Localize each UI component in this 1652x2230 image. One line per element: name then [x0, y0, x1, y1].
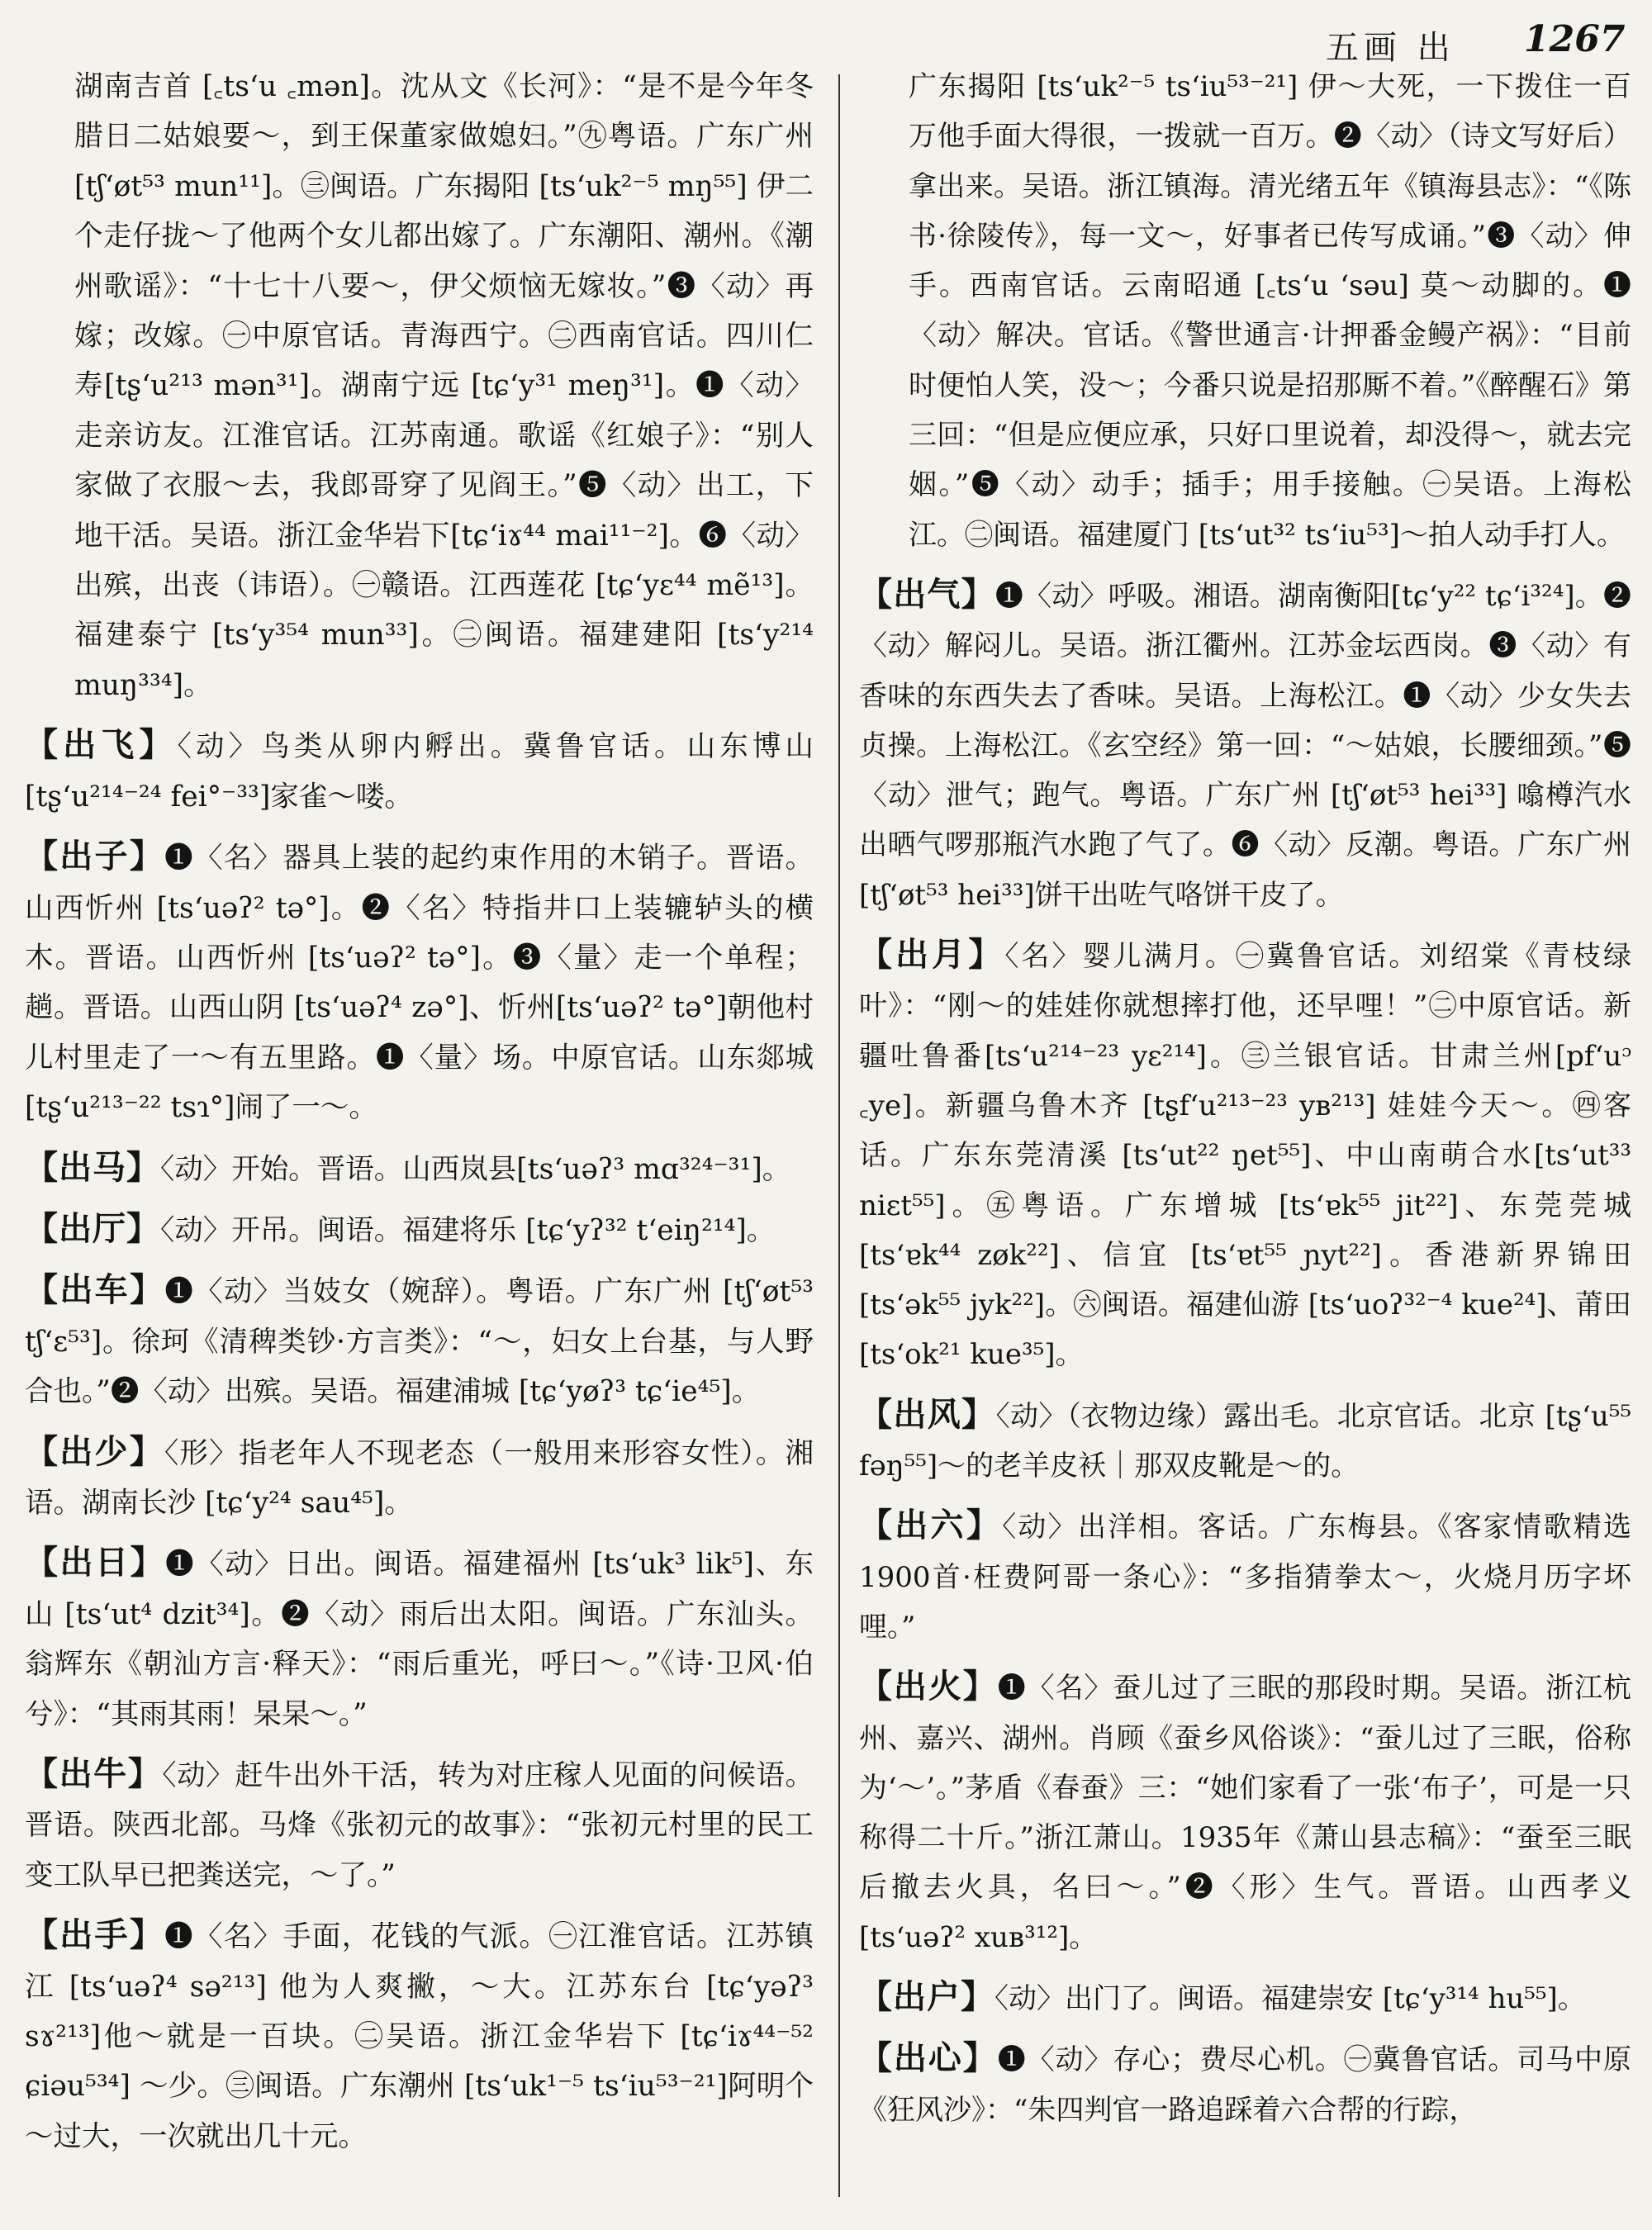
entry-chu-qi — [859, 570, 1631, 920]
entry-chu-xin — [859, 2033, 1631, 2135]
entry-continued — [25, 62, 814, 710]
entry-chu-hu — [859, 1972, 1631, 2024]
entry-text: 〈动〉鸟类从卵内孵出。冀鲁官话。山东博山 [tʂʻu²¹⁴⁻²⁴ fei°⁻³³]家雀～喽。 — [25, 730, 814, 814]
entry-chu-che — [25, 1265, 814, 1416]
headword: 【出飞】 — [25, 725, 178, 765]
entry-text: 〈动〉开始。晋语。山西岚县[tsʻuəʔ³ mɑ³²⁴⁻³¹]。 — [160, 1152, 791, 1186]
entry-text: 〈动〉赶牛出外干活，转为对庄稼人见面的问候语。晋语。陕西北部。马烽《张初元的故事》：“张初元村里的民工变工队早已把粪送完，～了。” — [25, 1759, 814, 1892]
entry-chu-ri — [25, 1538, 814, 1739]
page-number: 1267 — [1524, 18, 1626, 60]
entry-text: 湖南吉首 [꜀tsʻu ꜀mən]。沈从文《长河》：“是不是今年冬腊日二姑娘要～，到王保董家做媳妇。”㊈粤语。广东广州[tʃʻøt⁵³ mun¹¹]。㊂闽语。广东揭阳 [tsʻuk²⁻⁵ mŋ⁵⁵] 伊二个走仔拢～了他两个女儿都出嫁了。广东潮阳、潮州。《潮州歌谣》：“十七十八要～，伊父烦恼无嫁妆。”❸〈动〉再嫁；改嫁。㊀中原官话。青海西宁。㊁西南官话。四川仁寿[tʂʻu²¹³ mən³¹]。湖南宁远 [tɕʻy³¹ meŋ³¹]。❶〈动〉走亲访友。江淮官话。江苏南通。歌谣《红娘子》：“别人家做了衣服～去，我郎哥穿了见阎王。”❺〈动〉出工，下地干活。吴语。浙江金华岩下[tɕʻiɤ⁴⁴ mai¹¹⁻²]。❻〈动〉出殡，出丧（讳语）。㊀赣语。江西莲花 [tɕʻyɛ⁴⁴ mẽ¹³]。福建泰宁 [tsʻy³⁵⁴ mun³³]。㊁闽语。福建建阳 [tsʻy²¹⁴ muŋ³³⁴]。 — [74, 70, 814, 702]
entry-text: 〈动〉出洋相。客话。广东梅县。《客家情歌精选1900首·枉费阿哥一条心》：“多指猜拳太～，火烧月历字坏哩。” — [859, 1511, 1632, 1644]
headword: 【出户】 — [859, 1976, 995, 2016]
headword: 【出心】 — [859, 2038, 998, 2078]
left-column — [25, 62, 814, 2171]
headword: 【出牛】 — [25, 1754, 163, 1793]
headword: 【出火】 — [859, 1667, 998, 1706]
entry-chu-huo — [859, 1662, 1631, 1962]
entry-continued — [859, 62, 1631, 560]
entry-text: 广东揭阳 [tsʻuk²⁻⁵ tsʻiu⁵³⁻²¹] 伊～大死，一下拨住一百万他手面大得很，一拨就一百万。❷〈动〉（诗文写好后）拿出来。吴语。浙江镇海。清光绪五年《镇海县志》：“《陈书·徐陵传》，每一文～，好事者已传写成诵。”❸〈动〉伸手。西南官话。云南昭通 [꜀tsʻu ʻsəu] 莫～动脚的。❶〈动〉解决。官话。《警世通言·计押番金鳗产祸》：“目前时便怕人笑，没～；今番只说是招那厮不着。”《醉醒石》第三回：“但是应便应承，只好口里说着，却没得～，就去完姻。”❺〈动〉动手；插手；用手接触。㊀吴语。上海松江。㊁闽语。福建厦门 [tsʻut³² tsʻiu⁵³]～拍人动手打人。 — [909, 70, 1631, 552]
column-divider — [838, 74, 840, 2197]
entry-chu-liu — [859, 1501, 1631, 1652]
entry-text: 〈名〉婴儿满月。㊀冀鲁官话。刘绍棠《青枝绿叶》：“刚～的娃娃你就想摔打他，还早哩！”㊁中原官话。新疆吐鲁番[tsʻu²¹⁴⁻²³ yɛ²¹⁴]。㊂兰银官话。甘肃兰州[pfʻuᵓ ꜀ye]。新疆乌鲁木齐 [tʂfʻu²¹³⁻²³ yʙ²¹³] 娃娃今天～。㊃客话。广东东莞清溪 [tsʻut²² ŋet⁵⁵]、中山南萌合水[tsʻut³³ niɛt⁵⁵]。㊄粤语。广东增城 [tsʻɐk⁵⁵ jit²²]、东莞莞城 [tsʻɐk⁴⁴ zøk²²]、信宜 [tsʻɐt⁵⁵ ɲyt²²]。香港新界锦田 [tsʻək⁵⁵ jyk²²]。㊅闽语。福建仙游 [tsʻuoʔ³²⁻⁴ kue²⁴]、莆田 [tsʻok²¹ kue³⁵]。 — [859, 940, 1632, 1372]
entry-text: ❶〈动〉存心；费尽心机。㊀冀鲁官话。司马中原《狂风沙》：“朱四判官一路追踩着六合帮的行踪， — [859, 2043, 1632, 2127]
headword: 【出月】 — [859, 935, 1005, 975]
entry-text: ❶〈动〉呼吸。湘语。湖南衡阳[tɕʻy²² tɕʻi³²⁴]。❷〈动〉解闷儿。吴语。浙江衢州。江苏金坛西岗。❸〈动〉有香味的东西失去了香味。吴语。上海松江。❶〈动〉少女失去贞操。上海松江。《玄空经》第一回：“～姑娘，长腰细颈。”❺〈动〉泄气；跑气。粤语。广东广州 [tʃʻøt⁵³ hei³³] 噏樽汽水出晒气啰那瓶汽水跑了气了。❻〈动〉反潮。粤语。广东广州[tʃʻøt⁵³ hei³³]饼干出咗气咯饼干皮了。 — [859, 579, 1632, 912]
page-header — [867, 18, 1626, 68]
entry-chu-zi — [25, 832, 814, 1132]
entry-chu-ma — [25, 1143, 814, 1194]
entry-chu-niu — [25, 1749, 814, 1900]
entry-text: ❶〈名〉手面，花钱的气派。㊀江淮官话。江苏镇江 [tsʻuəʔ⁴ sə²¹³] 他为人爽撇，～大。江苏东台 [tɕʻyəʔ³ sɤ²¹³]他～就是一百块。㊁吴语。浙江金华岩下 [tɕʻiɤ⁴⁴⁻⁵² ɕiəu⁵³⁴] ～少。㊂闽语。广东潮州 [tsʻuk¹⁻⁵ tsʻiu⁵³⁻²¹]阿明个～过大，一次就出几十元。 — [25, 1920, 814, 2153]
headword: 【出少】 — [25, 1431, 164, 1471]
entry-chu-yue — [859, 930, 1631, 1380]
entry-text: ❶〈动〉当妓女（婉辞）。粤语。广东广州 [tʃʻøt⁵³ tʃʻɛ⁵³]。徐珂《清稗类钞·方言类》：“～，妇女上台基，与人野合也。”❷〈动〉出殡。吴语。福建浦城 [tɕʻyøʔ³ tɕʻie⁴⁵]。 — [25, 1275, 814, 1409]
entry-text: ❶〈动〉日出。闽语。福建福州 [tsʻuk³ lik⁵]、东山 [tsʻut⁴ dzit³⁴]。❷〈动〉雨后出太阳。闽语。广东汕头。翁辉东《朝汕方言·释天》：“雨后重光，呼曰～。”《诗·卫风·伯兮》：“其雨其雨！杲杲～。” — [25, 1548, 814, 1731]
headword: 【出气】 — [859, 574, 995, 614]
entry-chu-ting — [25, 1204, 814, 1255]
entry-text: ❶〈名〉器具上装的起约束作用的木销子。晋语。山西忻州 [tsʻuəʔ² tə°]。❷〈名〉特指井口上装辘轳头的横木。晋语。山西忻州 [tsʻuəʔ² tə°]。❸〈量〉走一个单程；趟。晋语。山西山阴 [tsʻuəʔ⁴ zə°]、忻州[tsʻuəʔ² tə°]朝他村儿村里走了一～有五里路。❶〈量〉场。中原官话。山东郯城 [tʂʻu²¹³⁻²² tsɿ°]闹了一～。 — [25, 842, 814, 1125]
entry-text: 〈动〉出门了。闽语。福建崇安 [tɕʻy³¹⁴ hu⁵⁵]。 — [995, 1981, 1586, 2015]
entry-chu-shao — [25, 1427, 814, 1529]
headword: 【出马】 — [25, 1147, 160, 1187]
running-head: 五画 出 — [1326, 29, 1455, 67]
right-column — [859, 62, 1631, 2145]
entry-chu-fei — [25, 720, 814, 822]
entry-text: 〈形〉指老年人不现老态（一般用来形容女性）。湘语。湖南长沙 [tɕʻy²⁴ sau⁴⁵]。 — [25, 1436, 814, 1520]
headword: 【出厅】 — [25, 1208, 160, 1248]
entry-text: 〈动〉开吊。闽语。福建将乐 [tɕʻyʔ³² tʻeiŋ²¹⁴]。 — [160, 1213, 776, 1247]
headword: 【出手】 — [25, 1915, 165, 1955]
entry-text: ❶〈名〉蚕儿过了三眠的那段时期。吴语。浙江杭州、嘉兴、湖州。肖顾《蚕乡风俗谈》：“蚕儿过了三眠，俗称为‘～’。”茅盾《春蚕》三：“她们家看了一张‘布子’，可是一只称得二十斤。”浙江萧山。1935年《萧山县志稿》：“蚕至三眠后撤去火具，名曰～。”❷〈形〉生气。晋语。山西孝义[tsʻuəʔ² xuʙ³¹²]。 — [859, 1672, 1632, 1954]
headword: 【出日】 — [25, 1543, 166, 1582]
entry-text: 〈动〉（衣物边缘）露出毛。北京官话。北京 [tʂʻu⁵⁵ fəŋ⁵⁵]～的老羊皮袄｜那双皮靴是～的。 — [859, 1399, 1631, 1483]
headword: 【出车】 — [25, 1270, 165, 1310]
entry-chu-feng — [859, 1390, 1631, 1492]
headword: 【出子】 — [25, 837, 165, 876]
headword: 【出六】 — [859, 1506, 1003, 1545]
headword: 【出风】 — [859, 1394, 996, 1434]
entry-chu-shou — [25, 1910, 814, 2161]
